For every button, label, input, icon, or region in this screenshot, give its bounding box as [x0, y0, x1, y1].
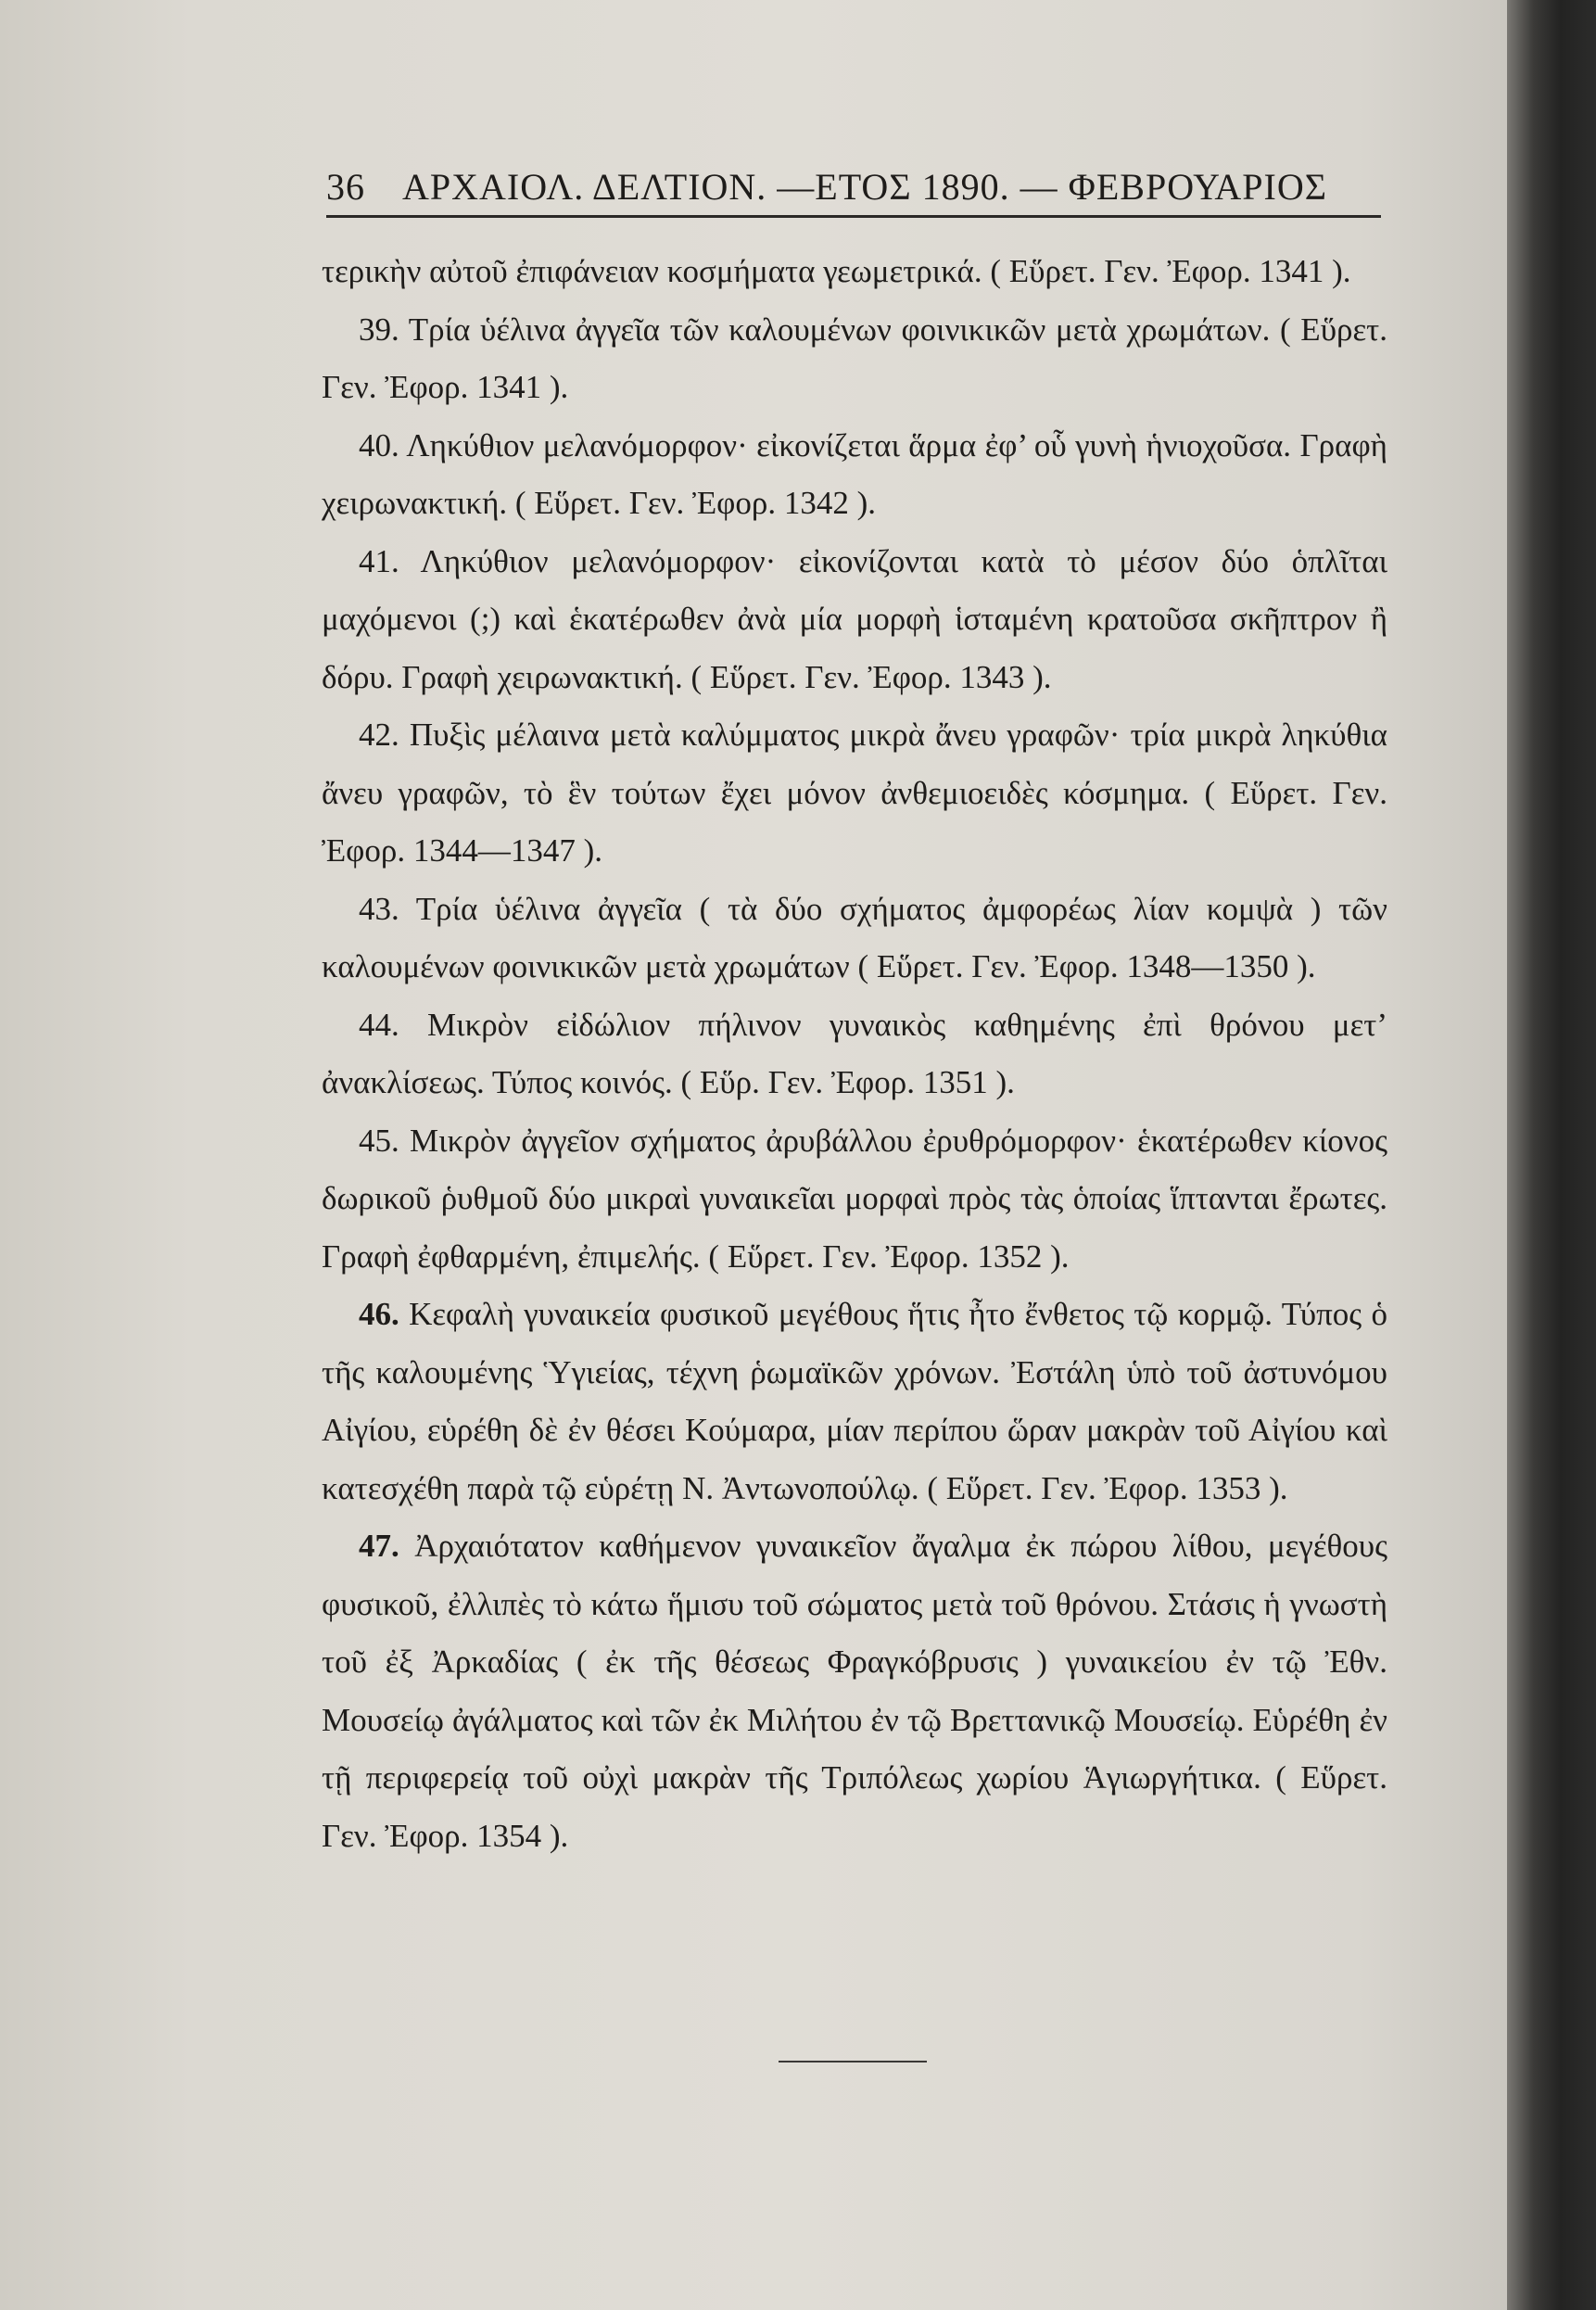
entry-number: 47. — [359, 1528, 399, 1564]
running-title: ΑΡΧΑΙΟΛ. ΔΕΛΤΙΟΝ. —ΕΤΟΣ 1890. — ΦΕΒΡΟΥΑΡΙΟΣ — [402, 166, 1328, 208]
entry-42: 42. Πυξὶς μέλαινα μετὰ καλύμματος μικρὰ ἄνευ γραφῶν· τρία μικρὰ ληκύθια ἄνευ γραφῶν, τὸ ἓν τούτων ἔχει μόνον ἀνθεμιοειδὲς κόσμημα. ( Εὕρετ. Γεν. Ἐφορ. 1344—1347 ). — [322, 717, 1387, 869]
header-rule — [326, 215, 1381, 218]
book-binding-shadow — [1507, 0, 1596, 2310]
entry-44: 44. Μικρὸν εἰδώλιον πήλινον γυναικὸς καθημένης ἐπὶ θρόνου μετ’ ἀνακλίσεως. Τύπος κοινός. ( Εὕρ. Γεν. Ἐφορ. 1351 ). — [322, 1006, 1387, 1100]
entry-38-continuation: τερικὴν αὐτοῦ ἐπιφάνειαν κοσμήματα γεωμετρικά. ( Εὕρετ. Γεν. Ἐφορ. 1341 ). — [322, 253, 1351, 289]
running-header — [326, 165, 1383, 209]
page-body — [322, 243, 1387, 1865]
entry-46: 46. Κεφαλὴ γυναικεία φυσικοῦ μεγέθους ἥτις ἦτο ἔνθετος τῷ κορμῷ. Τύπος ὁ τῆς καλουμένης Ὑγιείας, τέχνη ῥωμαϊκῶν χρόνων. Ἐστάλη ὑπὸ τοῦ ἀστυνόμου Αἰγίου, εὑρέθη δὲ ἐν θέσει Κούμαρα, μίαν περίπου ὥραν μακρὰν τοῦ Αἰγίου καὶ κατεσχέθη παρὰ τῷ εὑρέτῃ Ν. Ἀντωνοπούλῳ. ( Εὕρετ. Γεν. Ἐφορ. 1353 ). — [322, 1296, 1387, 1506]
entry-39: 39. Τρία ὑέλινα ἀγγεῖα τῶν καλουμένων φοινικικῶν μετὰ χρωμάτων. ( Εὕρετ. Γεν. Ἐφορ. 1341 ). — [322, 311, 1387, 405]
entry-40: 40. Ληκύθιον μελανόμορφον· εἰκονίζεται ἅρμα ἐφ’ οὗ γυνὴ ἡνιοχοῦσα. Γραφὴ χειρωνακτική. ( Εὕρετ. Γεν. Ἐφορ. 1342 ). — [322, 426, 1387, 521]
end-rule — [779, 2061, 927, 2062]
page-number: 36 — [326, 166, 365, 208]
entry-45: 45. Μικρὸν ἀγγεῖον σχήματος ἀρυβάλλου ἐρυθρόμορφον· ἑκατέρωθεν κίονος δωρικοῦ ῥυθμοῦ δύο μικραὶ γυναικεῖαι μορφαὶ πρὸς τὰς ὁποίας ἵπτανται ἔρωτες. Γραφὴ ἐφθαρμένη, ἐπιμελής. ( Εὕρετ. Γεν. Ἐφορ. 1352 ). — [322, 1122, 1387, 1275]
entry-41: 41. Ληκύθιον μελανόμορφον· εἰκονίζονται κατὰ τὸ μέσον δύο ὁπλῖται μαχόμενοι (;) καὶ ἑκατέρωθεν ἀνὰ μία μορφὴ ἱσταμένη κρατοῦσα σκῆπτρον ἢ δόρυ. Γραφὴ χειρωνακτική. ( Εὕρετ. Γεν. Ἐφορ. 1343 ). — [322, 542, 1387, 695]
entry-number: 46. — [359, 1296, 399, 1332]
entry-43: 43. Τρία ὑέλινα ἀγγεῖα ( τὰ δύο σχήματος ἀμφορέως λίαν κομψὰ ) τῶν καλουμένων φοινικικῶν μετὰ χρωμάτων ( Εὕρετ. Γεν. Ἐφορ. 1348—1350 ). — [322, 890, 1387, 984]
entry-47: 47. Ἀρχαιότατον καθήμενον γυναικεῖον ἄγαλμα ἐκ πώρου λίθου, μεγέθους φυσικοῦ, ἐλλιπὲς τὸ κάτω ἥμισυ τοῦ σώματος μετὰ τοῦ θρόνου. Στάσις ἡ γνωστὴ τοῦ ἐξ Ἀρκαδίας ( ἐκ τῆς θέσεως Φραγκόβρυσις ) γυναικείου ἐν τῷ Ἐθν. Μουσείῳ ἀγάλματος καὶ τῶν ἐκ Μιλήτου ἐν τῷ Βρεττανικῷ Μουσείῳ. Εὑρέθη ἐν τῇ περιφερείᾳ τοῦ οὐχὶ μακρὰν τῆς Τριπόλεως χωρίου Ἁγιωργήτικα. ( Εὕρετ. Γεν. Ἐφορ. 1354 ). — [322, 1528, 1387, 1854]
